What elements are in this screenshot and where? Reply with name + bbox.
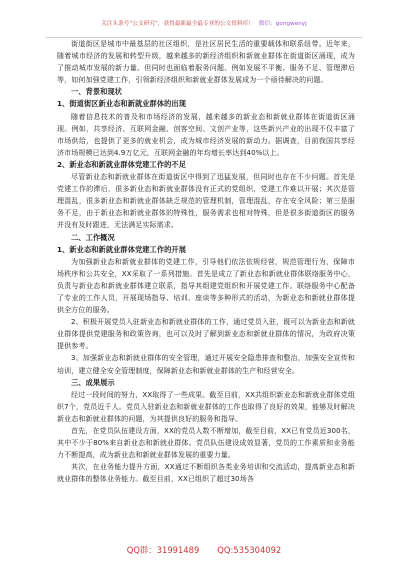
subheading-party-building: 1、新业态和新就业群体党建工作的开展 xyxy=(57,244,186,254)
paragraph-party-members: 2、积极开展党员入驻新业态和新就业群体的工作，通过党员入驻，既可以为新业态和新就业群体提供党建服务和政策咨询，也可以及时了解到新业态和新就业群体的情况，为政府决策提供参考。 xyxy=(57,318,355,351)
qq-text: QQ:535304092 xyxy=(217,545,282,555)
heading-background: 一、背景和现状 xyxy=(71,87,123,97)
paragraph-results: 经过一段时间的努力，XX取得了一些成果。截至目前，XX共组织新业态和新就业群体党组织7个，党员近千人。党员入驻新业态和新就业群体的工作也取得了良好的效果，能够及时解决新业态和新就业群体的问题，为其提供良好的服务和指导。 xyxy=(57,390,355,423)
bottom-contact xyxy=(46,538,362,562)
wechat-text: 微信：gongwenyj xyxy=(258,20,307,27)
paragraph-party-building: 为加强新业态和新就业群体的党建工作，引导他们依法依规经营，规范管理行为，保障市场秩序和公共安全，XX采取了一系列措施。首先是成立了新业态和新就业群体联络服务中心，负责与新业态和新就业群体建立联系，指导其组建党组织和开展党建工作。联络服务中心配备了专业的工作人员，开展现场指导、培训、座谈等多种形式的活动，为新业态和新就业群体提供全方位的服务。 xyxy=(57,257,355,315)
banner-text: 关注头条号“公文研究”，获得最新最全最专业的公文资料库！ xyxy=(101,20,254,27)
top-banner xyxy=(46,8,362,38)
paragraph-safety: 3、加强新业态和新就业群体的安全管理，通过开展安全隐患排查和整治，加强安全宣传和培训，建立健全安全管理制度，保障新业态和新就业群体的生产和经营安全。 xyxy=(57,354,355,375)
paragraph-shortcomings: 尽管新业态和新就业群体在街道街区中得到了迅猛发展，但同时也存在不少问题。首先是党建工作的滞后，很多新业态和新就业群体没有正式的党组织，党建工作难以开展；其次是管理混乱，很多新业态和新就业群体缺乏规范的管理机制，管理混乱，存在安全风险；第三是服务不足，由于新业态和新就业群体的特殊性，服务需求也相对特殊，但是很多街道街区的服务并没有及时跟进，无法满足实际需求。 xyxy=(57,173,355,230)
subheading-emergence: 1、街道街区新业态和新就业群体的出现 xyxy=(57,99,186,109)
subheading-shortcomings: 2、新业态和新就业群体党建工作的不足 xyxy=(57,159,186,169)
paragraph-capability: 其次，在业务能力提升方面，XX通过不断组织各类业务培训和交流活动，提高新业态和新就业群体的整体业务能力。截至目前，XX已组织了超过30场各 xyxy=(57,463,355,484)
paragraph-emergence: 随着信息技术的普及和市场经济的发展，越来越多的新业态和新就业群体在街道街区涌现。例如，共享经济、互联网金融、创客空间、文创产业等，这些新兴产业的出现不仅丰富了市场供给，也提供了更多的就业机会，成为城市经济发展的新动力。据调查，目前我国共享经济市场规模已达到4.9万亿元，互联网金融的年均增长率达到40%以上。 xyxy=(57,112,355,157)
heading-results: 三、成果展示 xyxy=(71,377,115,387)
paragraph-intro: 街道街区是城市中最基层的社区组织，是社区居民生活的重要载体和联系纽带。近年来，随着城市经济的发展和转型升级，越来越多的新经济组织和新就业群体在街道街区涌现，成为了推动城市发展的新力量。但同时也面临着服务问题、例如发展不平衡、服务不足、管理滞后等，如何加强党建工作，引领新经济组织和新就业群体发展成为一个亟待解决的问题。 xyxy=(57,40,355,85)
qq-group-text: QQ群：31991489 xyxy=(126,545,200,555)
heading-overview: 二、工作概况 xyxy=(71,232,115,242)
document-body xyxy=(57,38,355,485)
paragraph-team-building: 首先，在党员队伍建设方面，XX的党员人数不断增加，截至目前，XX已有党员近300名，其中不少于80%来自新业态和新就业群体。党员队伍建设成效显著，党员的工作素质和业务能力不断提高，成为新业态和新就业群体发展的重要力量。 xyxy=(57,427,355,460)
